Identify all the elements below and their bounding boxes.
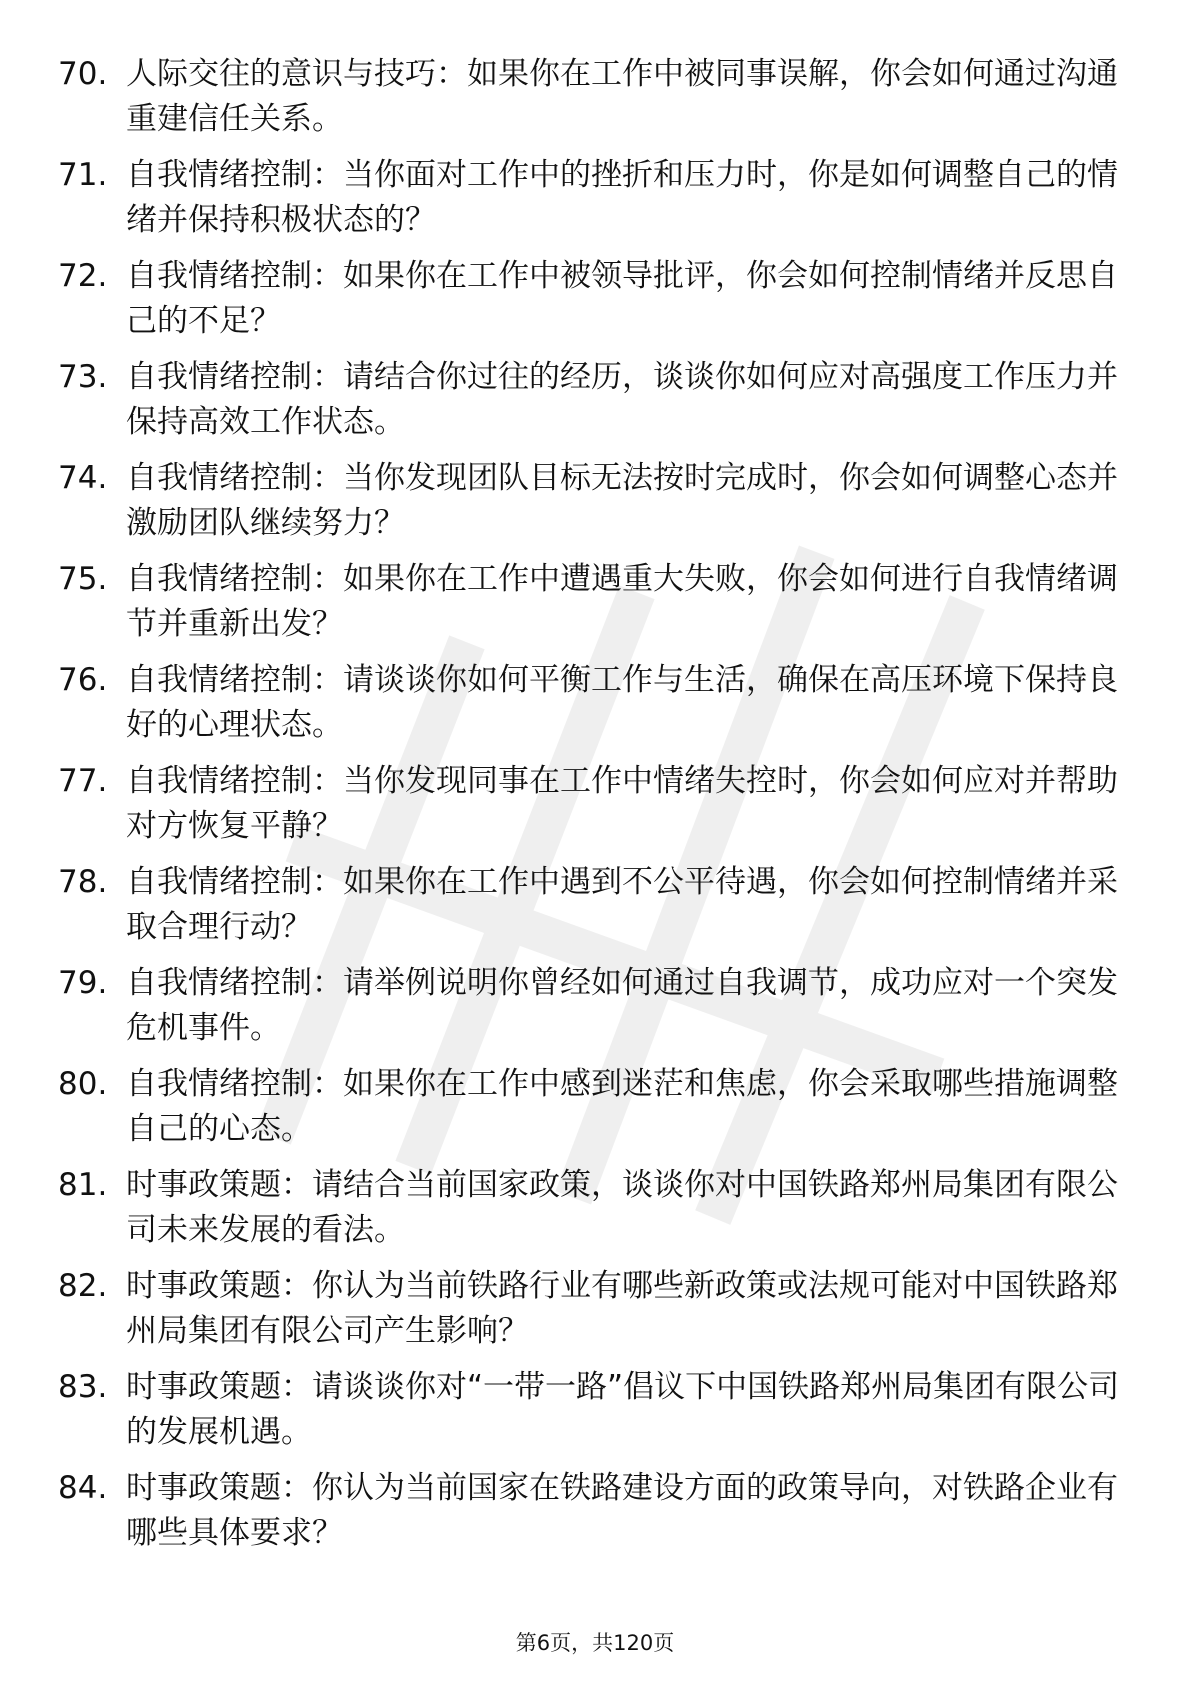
question-item [58,1466,1128,1556]
question-number: 82. [58,1268,108,1304]
question-number: 77. [58,763,108,799]
question-item [58,1365,1128,1455]
question-text: 自我情绪控制：如果你在工作中遇到不公平待遇，你会如何控制情绪并采取合理行动？ [126,864,1118,945]
question-item [58,153,1128,243]
question-number: 71. [58,157,108,193]
question-number: 83. [58,1369,108,1405]
question-number: 73. [58,359,108,395]
question-text: 自我情绪控制：请结合你过往的经历，谈谈你如何应对高强度工作压力并保持高效工作状态。 [126,359,1118,440]
question-number: 84. [58,1470,108,1506]
page-footer: 第6页，共120页 [515,1631,675,1655]
question-text: 人际交往的意识与技巧：如果你在工作中被同事误解，你会如何通过沟通重建信任关系。 [126,56,1118,137]
question-number: 75. [58,561,108,597]
question-text: 自我情绪控制：如果你在工作中感到迷茫和焦虑，你会采取哪些措施调整自己的心态。 [126,1066,1118,1147]
question-text: 时事政策题：请结合当前国家政策，谈谈你对中国铁路郑州局集团有限公司未来发展的看法。 [126,1167,1118,1248]
question-item [58,254,1128,344]
question-item [58,456,1128,546]
question-item [58,759,1128,849]
question-number: 81. [58,1167,108,1203]
question-item [58,1264,1128,1354]
question-text: 自我情绪控制：请举例说明你曾经如何通过自我调节，成功应对一个突发危机事件。 [126,965,1118,1046]
question-item [58,1062,1128,1152]
question-text: 自我情绪控制：如果你在工作中遭遇重大失败，你会如何进行自我情绪调节并重新出发？ [126,561,1118,642]
question-item [58,961,1128,1051]
question-item [58,557,1128,647]
question-number: 72. [58,258,108,294]
question-item [58,1163,1128,1253]
question-list [58,52,1128,1567]
question-number: 74. [58,460,108,496]
question-text: 自我情绪控制：当你面对工作中的挫折和压力时，你是如何调整自己的情绪并保持积极状态的？ [126,157,1118,238]
question-text: 时事政策题：你认为当前国家在铁路建设方面的政策导向，对铁路企业有哪些具体要求？ [126,1470,1118,1551]
question-number: 80. [58,1066,108,1102]
question-number: 78. [58,864,108,900]
question-text: 自我情绪控制：请谈谈你如何平衡工作与生活，确保在高压环境下保持良好的心理状态。 [126,662,1118,743]
question-item [58,355,1128,445]
question-number: 76. [58,662,108,698]
question-text: 时事政策题：请谈谈你对“一带一路”倡议下中国铁路郑州局集团有限公司的发展机遇。 [126,1369,1120,1450]
question-text: 时事政策题：你认为当前铁路行业有哪些新政策或法规可能对中国铁路郑州局集团有限公司产生影响？ [126,1268,1118,1349]
question-item [58,658,1128,748]
question-text: 自我情绪控制：如果你在工作中被领导批评，你会如何控制情绪并反思自己的不足？ [126,258,1118,339]
question-text: 自我情绪控制：当你发现团队目标无法按时完成时，你会如何调整心态并激励团队继续努力？ [126,460,1118,541]
question-item [58,52,1128,142]
question-item [58,860,1128,950]
question-number: 70. [58,56,108,92]
question-number: 79. [58,965,108,1001]
question-text: 自我情绪控制：当你发现同事在工作中情绪失控时，你会如何应对并帮助对方恢复平静？ [126,763,1118,844]
